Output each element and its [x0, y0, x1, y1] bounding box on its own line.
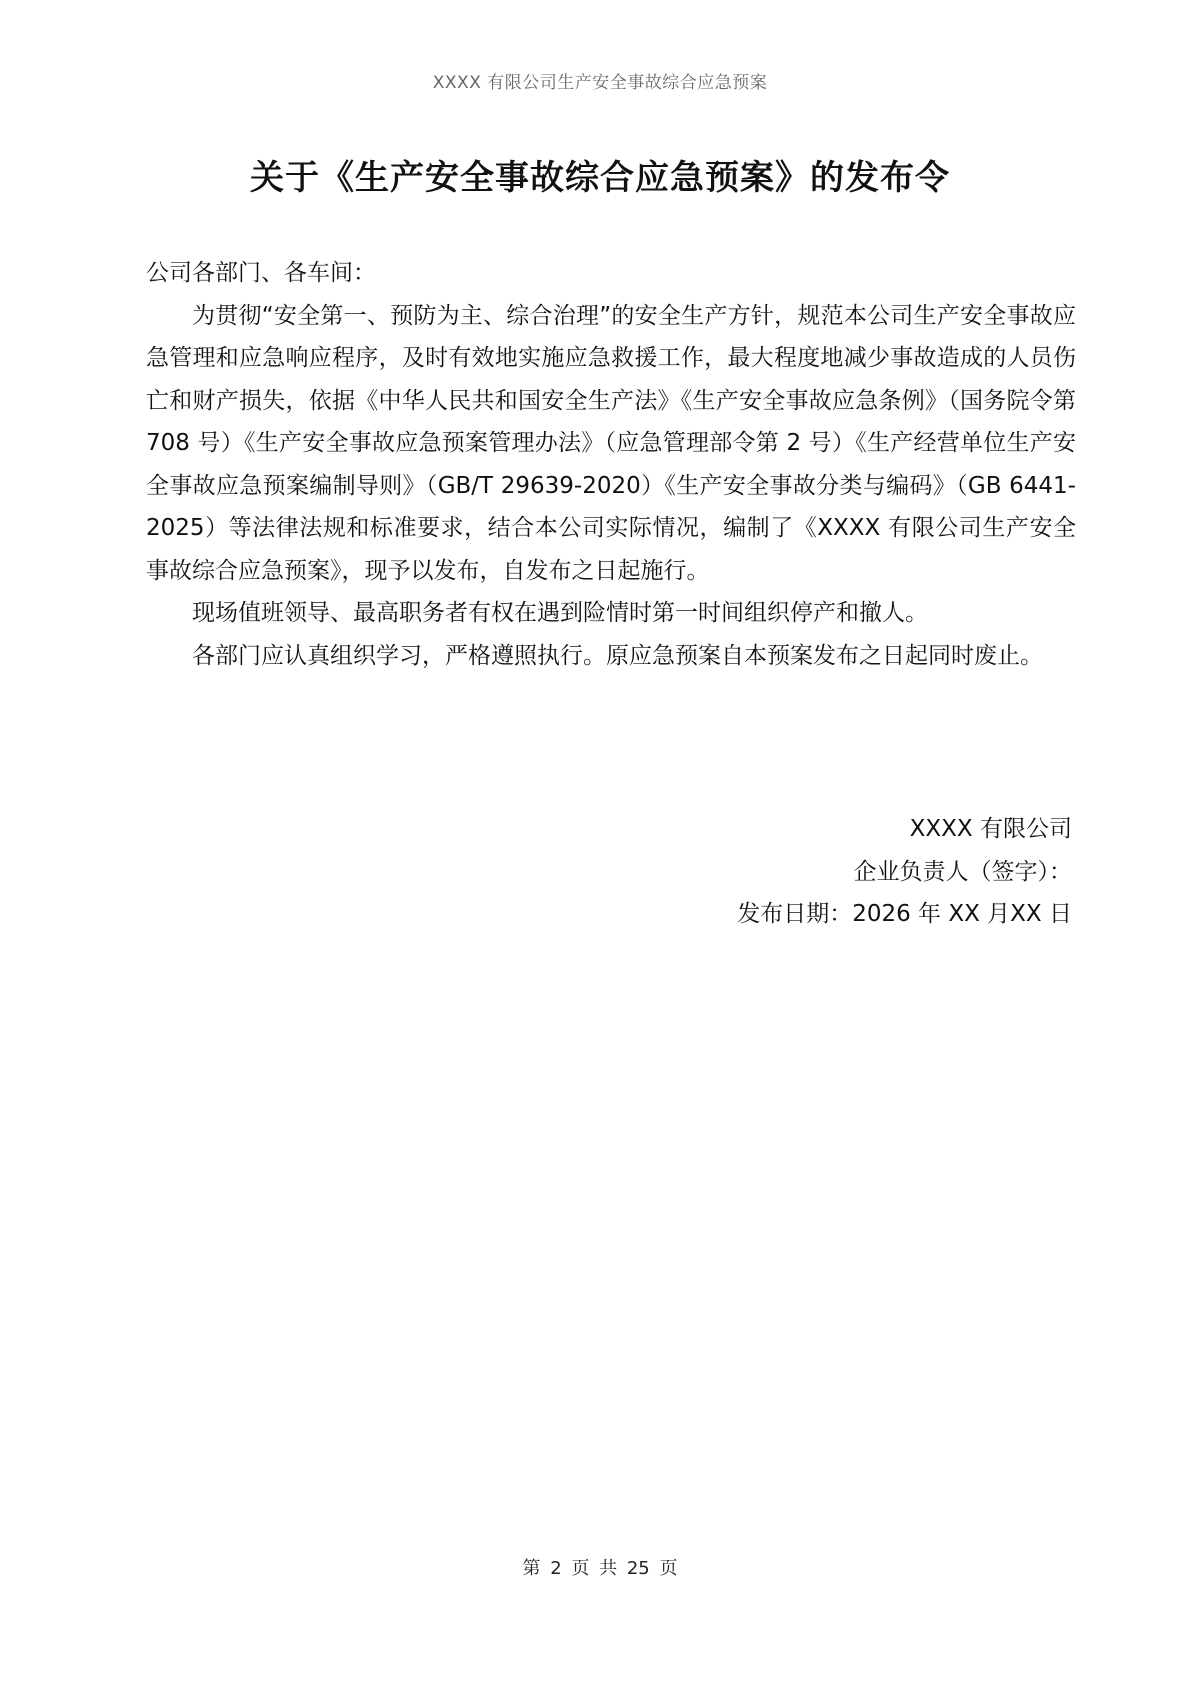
signature-block [737, 808, 1072, 936]
running-header: XXXX 有限公司生产安全事故综合应急预案 [432, 73, 768, 93]
document-title: 关于《生产安全事故综合应急预案》的发布令 [250, 158, 950, 198]
page-number: 第 2 页 共 25 页 [522, 1558, 678, 1579]
document-body [146, 252, 1076, 677]
salutation: 公司各部门、各车间： [146, 260, 376, 286]
paragraph-execution: 各部门应认真组织学习，严格遵照执行。原应急预案自本预案发布之日起同时废止。 [192, 642, 1043, 669]
paragraph-main: 为贯彻“安全第一、预防为主、综合治理”的安全生产方针，规范本公司生产安全事故应急管理和应急响应程序，及时有效地实施应急救援工作，最大程度地减少事故造成的人员伤亡和财产损失，依据《中华人民共和国安全生产法》《生产安全事故应急条例》（国务院令第 708 号）《生产安全事故应急预案管理办法》（应急管理部令第 2 号）《生产经营单位生产安全事故应急预案编制导则》（GB/T 29639-2020）《生产安全事故分类与编码》（GB 6441-2025）等法律法规和标准要求，结合本公司实际情况，编制了《XXXX 有限公司生产安全事故综合应急预案》，现予以发布，自发布之日起施行。 [146, 302, 1076, 584]
paragraph-authority: 现场值班领导、最高职务者有权在遇到险情时第一时间组织停产和撤人。 [192, 600, 928, 626]
signature-date: 发布日期：2026 年 XX 月XX 日 [737, 901, 1072, 927]
signature-company: XXXX 有限公司 [909, 816, 1072, 842]
signature-signer: 企业负责人（签字）： [853, 858, 1072, 885]
